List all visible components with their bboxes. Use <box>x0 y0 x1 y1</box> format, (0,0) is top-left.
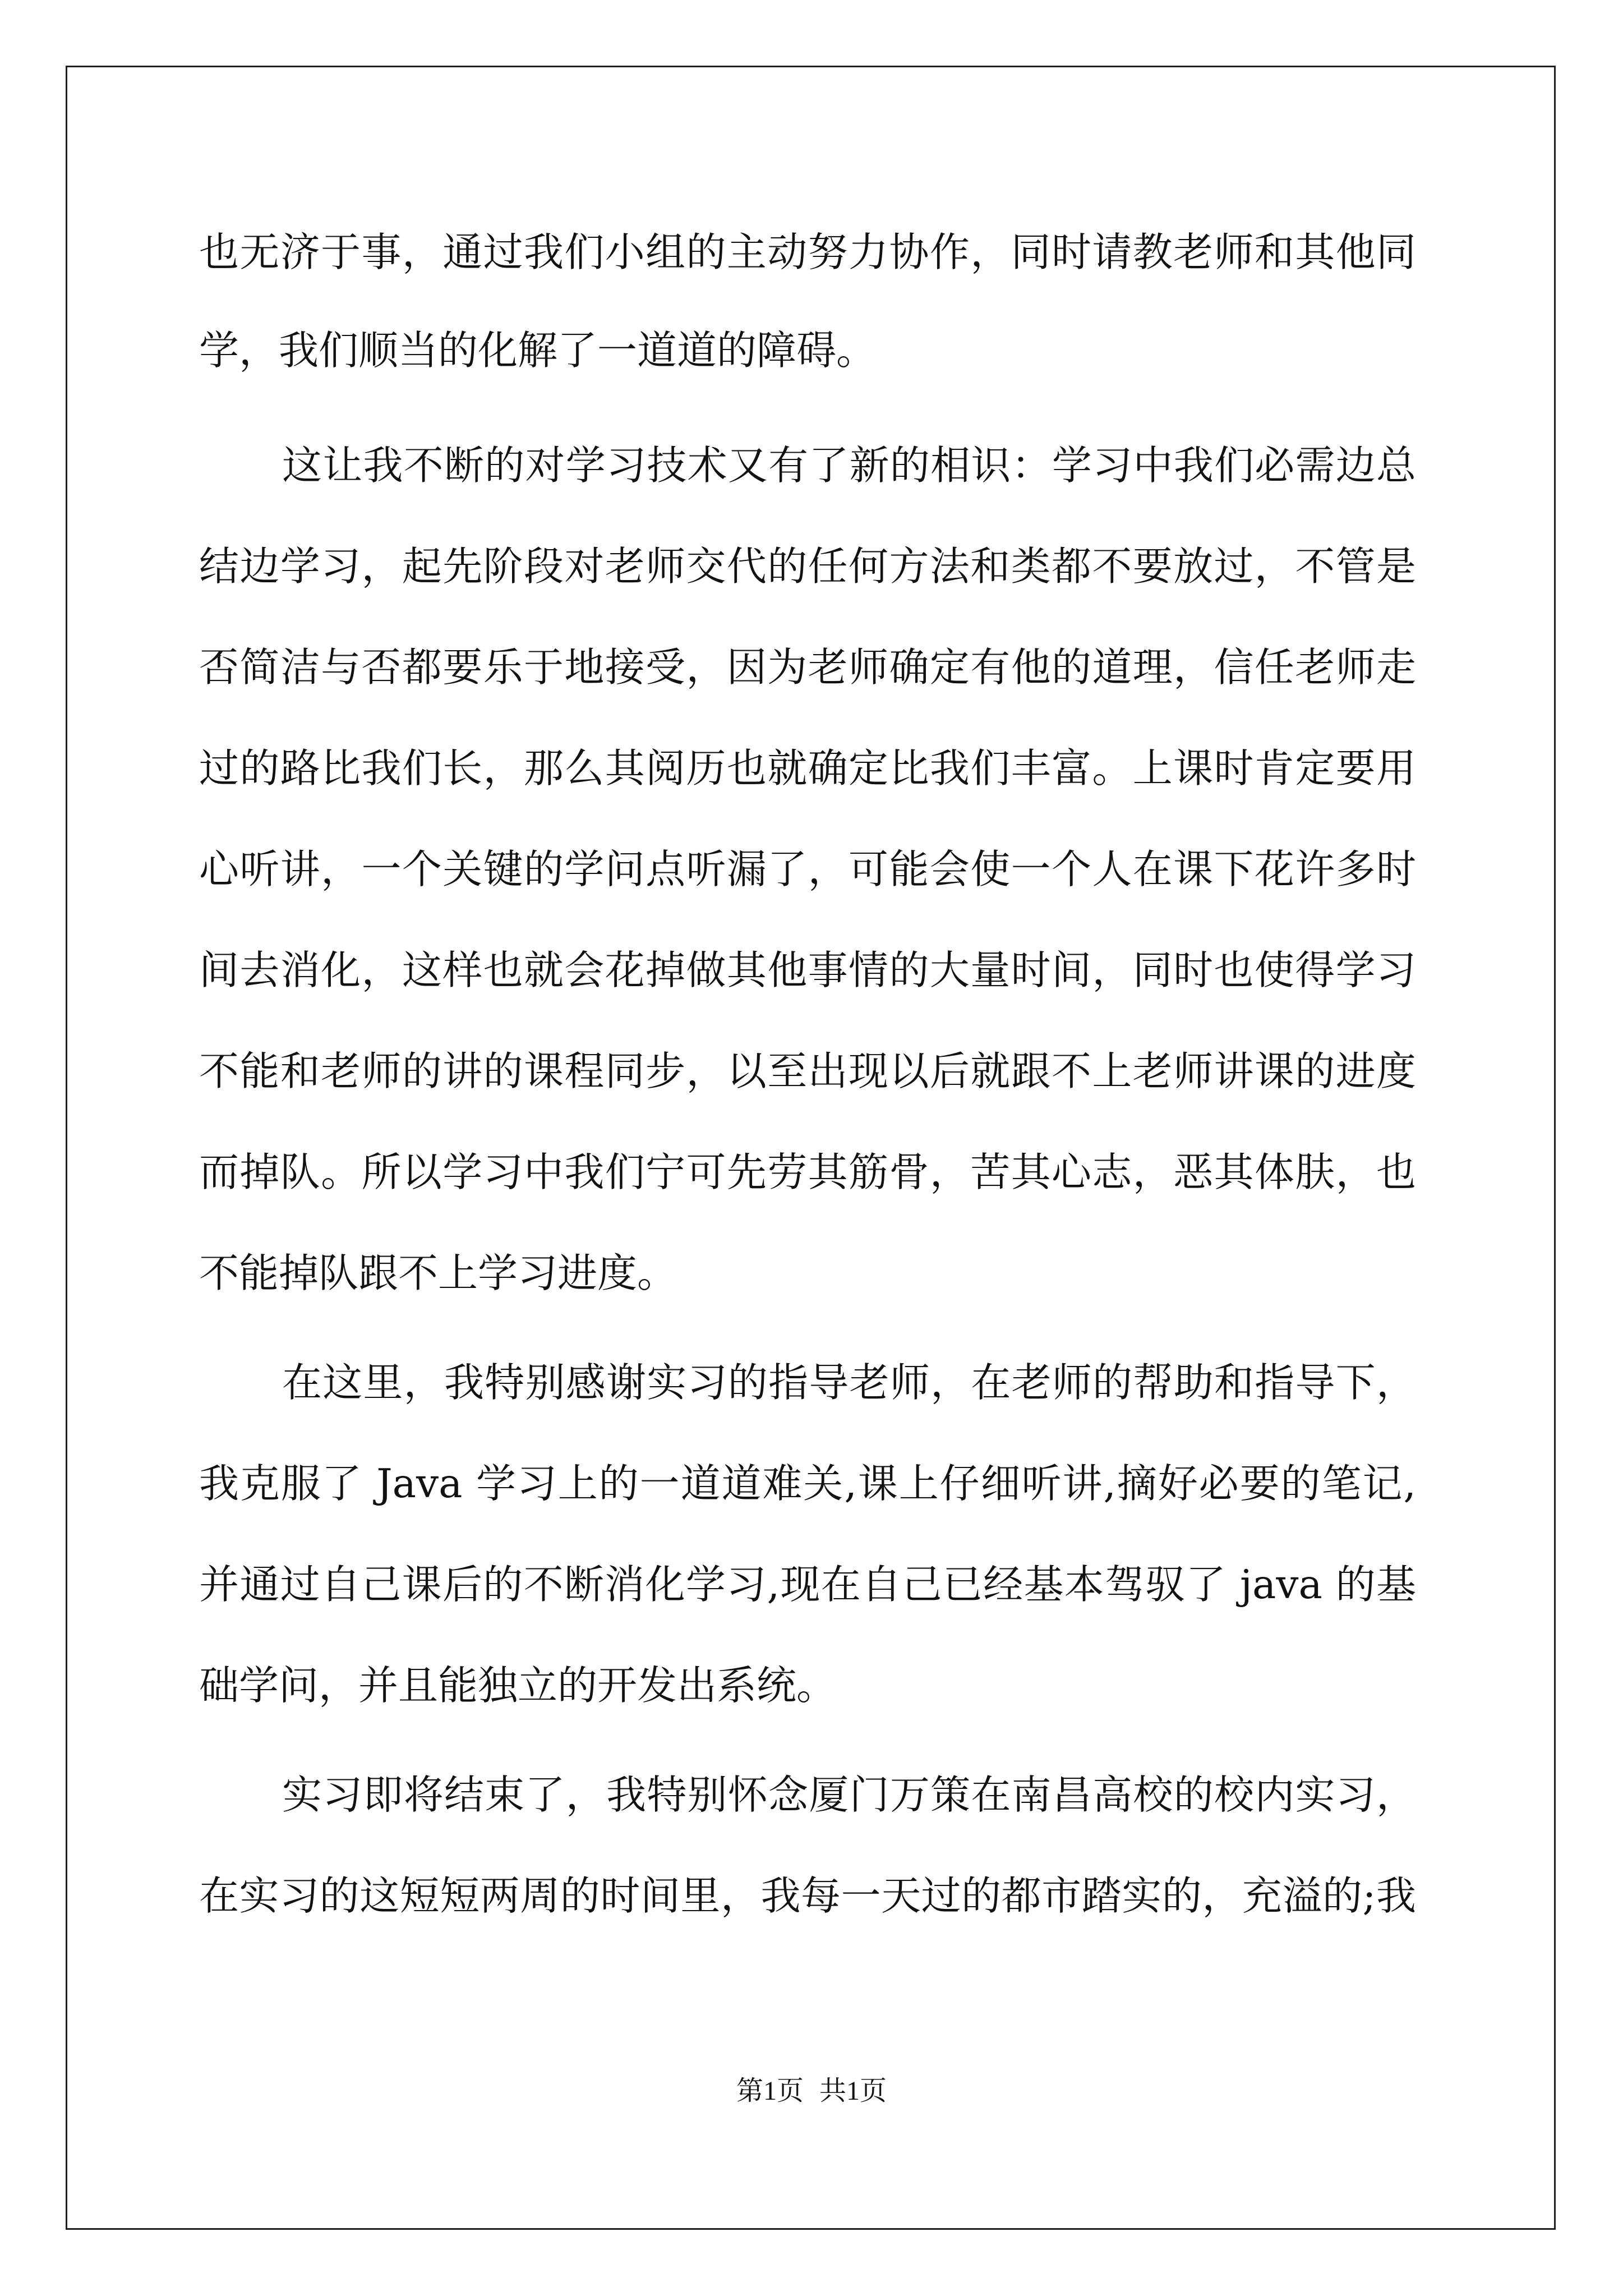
paragraph-line: 心听讲，一个关键的学问点听漏了，可能会使一个人在课下花许多时 <box>199 846 1416 892</box>
paragraph-line: 而掉队。所以学习中我们宁可先劳其筋骨，苦其心志，恶其体肤，也 <box>199 1149 1416 1195</box>
paragraph-line: 这让我不断的对学习技术又有了新的相识：学习中我们必需边总 <box>282 442 1416 489</box>
paragraph-line: 实习即将结束了，我特别怀念厦门万策在南昌高校的校内实习， <box>282 1772 1416 1818</box>
paragraph-line: 在这里，我特别感谢实习的指导老师，在老师的帮助和指导下， <box>282 1359 1416 1406</box>
paragraph-line: 我克服了 Java 学习上的一道道难关,课上仔细听讲,摘好必要的笔记, <box>199 1460 1416 1507</box>
paragraph-line: 学，我们顺当的化解了一道道的障碍。 <box>199 327 877 374</box>
paragraph-line: 础学问，并且能独立的开发出系统。 <box>199 1662 837 1709</box>
paragraph-line: 也无济于事，通过我们小组的主动努力协作，同时请教老师和其他同 <box>199 229 1416 275</box>
paragraph-line: 在实习的这短短两周的时间里，我每一天过的都市踏实的，充溢的;我 <box>199 1872 1416 1919</box>
paragraph-line: 间去消化，这样也就会花掉做其他事情的大量时间，同时也使得学习 <box>199 947 1416 993</box>
paragraph-line: 不能和老师的讲的课程同步，以至出现以后就跟不上老师讲课的进度 <box>199 1048 1416 1094</box>
paragraph-line: 并通过自己课后的不断消化学习,现在自己已经基本驾驭了 java 的基 <box>199 1561 1416 1608</box>
paragraph-line: 不能掉队跟不上学习进度。 <box>199 1250 677 1296</box>
paragraph-line: 过的路比我们长，那么其阅历也就确定比我们丰富。上课时肯定要用 <box>199 745 1416 792</box>
paragraph-line: 结边学习，起先阶段对老师交代的任何方法和类都不要放过，不管是 <box>199 543 1416 590</box>
paragraph-line: 否简洁与否都要乐于地接受，因为老师确定有他的道理，信任老师走 <box>199 644 1416 691</box>
page-number: 第1页 <box>736 2076 804 2106</box>
page-total: 共1页 <box>819 2076 887 2106</box>
page-footer <box>0 2074 1623 2108</box>
